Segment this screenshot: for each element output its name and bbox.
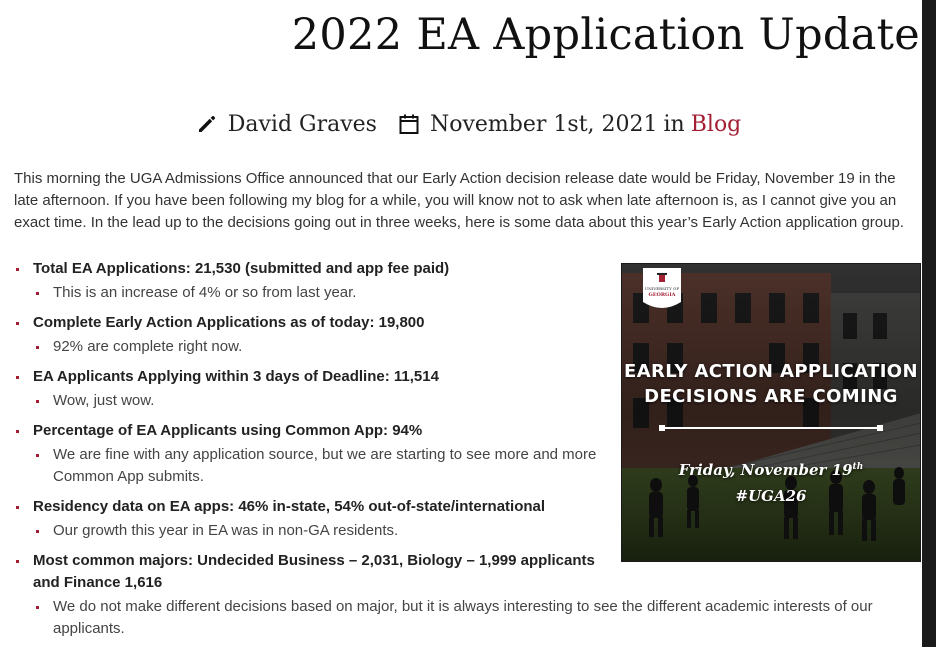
stat-heading: Total EA Applications: 21,530 (submitted and app fee paid) (33, 260, 450, 277)
stat-item-deadline-applicants (14, 366, 614, 412)
stat-detail: Our growth this year in EA was in non-GA residents. (33, 520, 623, 542)
post-meta (0, 106, 936, 142)
promo-date (621, 457, 921, 480)
stat-heading: Complete Early Action Applications as of today: 19,800 (33, 314, 425, 331)
pencil-icon (195, 112, 219, 136)
svg-text:GEORGIA: GEORGIA (648, 292, 676, 298)
stat-detail: Wow, just wow. (33, 390, 614, 412)
stat-detail: 92% are complete right now. (33, 336, 614, 358)
stat-item-complete-applications (14, 312, 614, 358)
promo-divider (621, 421, 921, 435)
promo-hashtag: #UGA26 (735, 487, 807, 505)
stat-detail: We do not make different decisions based on major, but it is always interesting to see the different academic interests of our applicants. (33, 596, 936, 640)
post-intro: This morning the UGA Admissions Office announced that our Early Action decision release date would be Friday, November 19 in the late afternoon. If you have been following my blog for a while, you will know not to ask when late afternoon is, as I cannot give you an exact time. In the lead up to the decisions going out in three weeks, here is some data about this year’s Early Action application group. (14, 170, 904, 231)
stat-detail: This is an increase of 4% or so from last year. (33, 282, 614, 304)
promo-image (621, 263, 921, 562)
stat-item-common-app (14, 420, 614, 488)
promo-headline-line2: DECISIONS ARE COMING (644, 386, 898, 407)
promo-date-suffix: th (852, 462, 864, 472)
stat-heading: Most common majors: Undecided Business – 2,031, Biology – 1,999 applicants and Finance 1,616 (33, 552, 595, 591)
stat-heading: Percentage of EA Applicants using Common App: 94% (33, 422, 423, 439)
stat-heading: EA Applicants Applying within 3 days of Deadline: 11,514 (33, 368, 439, 385)
calendar-icon (397, 112, 421, 136)
uga-logo (643, 268, 681, 314)
post-date: November 1st, 2021 (429, 111, 658, 137)
post-title: 2022 EA Application Update (291, 10, 920, 60)
stat-item-residency (14, 496, 623, 542)
promo-headline (621, 359, 921, 409)
stat-detail: We are fine with any application source, but we are starting to see more and more Common App submits. (33, 444, 614, 488)
stat-heading: Residency data on EA apps: 46% in-state, 54% out-of-state/international (33, 498, 546, 515)
post-author[interactable]: David Graves (227, 111, 377, 137)
post-in-word: in (663, 111, 685, 137)
svg-text:UNIVERSITY OF: UNIVERSITY OF (644, 286, 680, 291)
promo-headline-line1: EARLY ACTION APPLICATION (624, 361, 918, 382)
stat-item-total-applications (14, 258, 614, 304)
right-edge-bar (922, 0, 936, 647)
stat-item-majors (14, 550, 873, 640)
post-category-link[interactable]: Blog (690, 111, 742, 137)
promo-date-text: Friday, November 19 (678, 461, 853, 479)
